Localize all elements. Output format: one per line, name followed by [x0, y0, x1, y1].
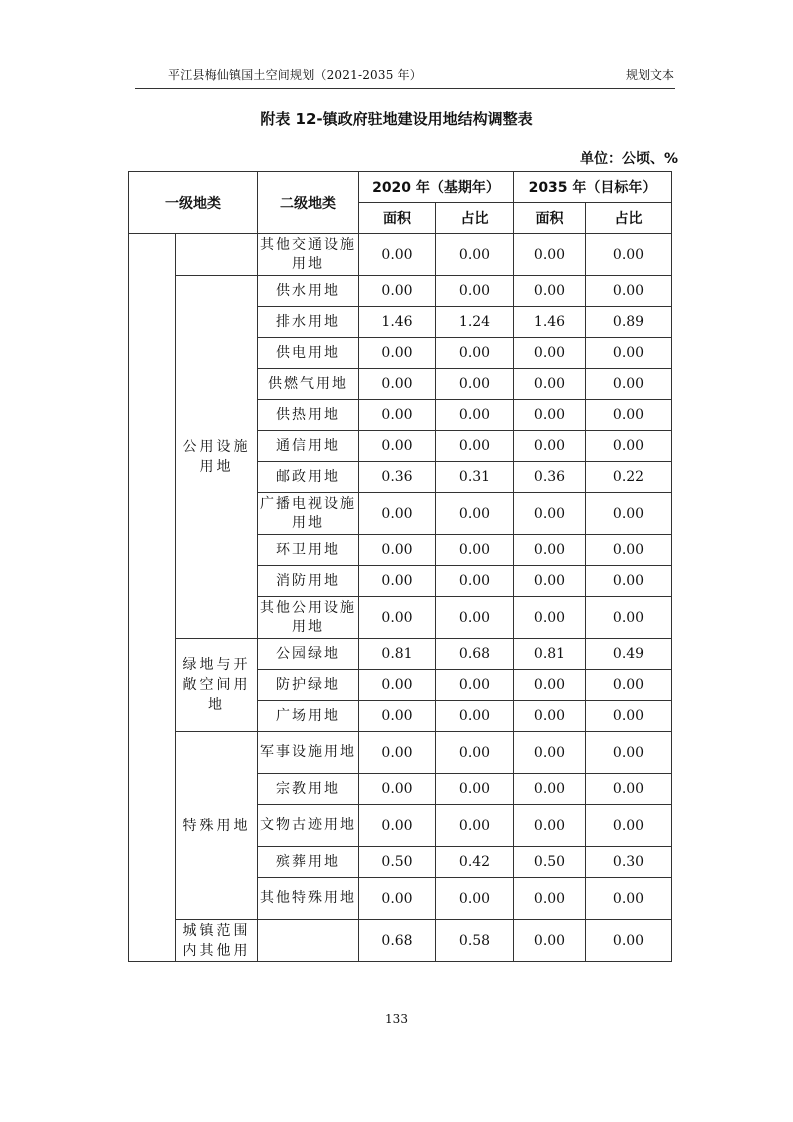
area-2035-cell: 0.00 [514, 597, 586, 639]
share-2020-cell: 1.24 [436, 307, 514, 338]
share-2020-cell: 0.00 [436, 369, 514, 400]
level2-cell: 其他交通设施用地 [258, 234, 359, 276]
share-2020-cell: 0.00 [436, 400, 514, 431]
share-2035-cell: 0.00 [586, 597, 672, 639]
area-2020-cell: 0.81 [359, 639, 436, 670]
area-2035-cell: 0.00 [514, 369, 586, 400]
share-2035-cell: 0.00 [586, 338, 672, 369]
share-2020-cell: 0.58 [436, 920, 514, 962]
area-2035-cell: 0.00 [514, 535, 586, 566]
level2-cell [258, 920, 359, 962]
area-2020-cell: 0.00 [359, 878, 436, 920]
level2-cell: 殡葬用地 [258, 847, 359, 878]
area-2020-cell: 0.00 [359, 701, 436, 732]
share-2020-cell: 0.68 [436, 639, 514, 670]
table-row [129, 732, 672, 774]
share-2035-cell: 0.89 [586, 307, 672, 338]
area-2020-cell: 0.36 [359, 462, 436, 493]
share-2035-cell: 0.00 [586, 369, 672, 400]
share-2020-cell: 0.00 [436, 234, 514, 276]
level2-cell: 通信用地 [258, 431, 359, 462]
header-level1: 一级地类 [129, 172, 258, 234]
level2-cell: 公园绿地 [258, 639, 359, 670]
level2-cell: 广播电视设施用地 [258, 493, 359, 535]
area-2035-cell: 0.00 [514, 493, 586, 535]
share-2020-cell: 0.42 [436, 847, 514, 878]
share-2035-cell: 0.30 [586, 847, 672, 878]
area-2020-cell: 0.68 [359, 920, 436, 962]
area-2020-cell: 0.00 [359, 338, 436, 369]
page-number: 133 [385, 1012, 408, 1026]
share-2020-cell: 0.00 [436, 805, 514, 847]
level2-cell: 其他特殊用地 [258, 878, 359, 920]
table-row [129, 639, 672, 670]
table-row [129, 276, 672, 307]
share-2020-cell: 0.00 [436, 431, 514, 462]
share-2020-cell: 0.00 [436, 701, 514, 732]
area-2035-cell: 1.46 [514, 307, 586, 338]
share-2035-cell: 0.00 [586, 493, 672, 535]
level1-cell-continued [176, 234, 258, 276]
share-2020-cell: 0.00 [436, 774, 514, 805]
area-2035-cell: 0.00 [514, 338, 586, 369]
share-2020-cell: 0.00 [436, 732, 514, 774]
area-2020-cell: 0.00 [359, 566, 436, 597]
area-2035-cell: 0.00 [514, 400, 586, 431]
area-2020-cell: 0.00 [359, 535, 436, 566]
area-2020-cell: 0.00 [359, 369, 436, 400]
share-2035-cell: 0.22 [586, 462, 672, 493]
level1-cell: 城镇范围内其他用 [176, 920, 258, 962]
share-2035-cell: 0.00 [586, 732, 672, 774]
share-2020-cell: 0.00 [436, 535, 514, 566]
area-2020-cell: 0.50 [359, 847, 436, 878]
area-2020-cell: 0.00 [359, 234, 436, 276]
level2-cell: 供燃气用地 [258, 369, 359, 400]
header-divider [135, 88, 675, 89]
area-2020-cell: 0.00 [359, 597, 436, 639]
share-2020-cell: 0.00 [436, 566, 514, 597]
header-level2: 二级地类 [258, 172, 359, 234]
area-2035-cell: 0.00 [514, 234, 586, 276]
share-2035-cell: 0.00 [586, 805, 672, 847]
header-base-year: 2020 年（基期年） [359, 172, 514, 203]
unit-label: 单位：公顷、% [579, 151, 678, 167]
share-2035-cell: 0.00 [586, 234, 672, 276]
level2-cell: 其他公用设施用地 [258, 597, 359, 639]
area-2035-cell: 0.00 [514, 774, 586, 805]
area-2020-cell: 1.46 [359, 307, 436, 338]
level1-cell: 绿地与开敞空间用地 [176, 639, 258, 732]
level2-cell: 供水用地 [258, 276, 359, 307]
table-row [129, 920, 672, 962]
level2-cell: 排水用地 [258, 307, 359, 338]
area-2020-cell: 0.00 [359, 276, 436, 307]
document-type: 规划文本 [625, 68, 674, 82]
share-2020-cell: 0.00 [436, 670, 514, 701]
header-share-2020: 占比 [436, 203, 514, 234]
share-2035-cell: 0.49 [586, 639, 672, 670]
table-row [129, 234, 672, 276]
area-2020-cell: 0.00 [359, 493, 436, 535]
level2-cell: 军事设施用地 [258, 732, 359, 774]
header-target-year: 2035 年（目标年） [514, 172, 672, 203]
level2-cell: 防护绿地 [258, 670, 359, 701]
header-area-2020: 面积 [359, 203, 436, 234]
share-2035-cell: 0.00 [586, 535, 672, 566]
header-share-2035: 占比 [586, 203, 672, 234]
area-2035-cell: 0.00 [514, 670, 586, 701]
share-2020-cell: 0.00 [436, 338, 514, 369]
level2-cell: 文物古迹用地 [258, 805, 359, 847]
level1-cell: 特殊用地 [176, 732, 258, 920]
level2-cell: 供电用地 [258, 338, 359, 369]
area-2035-cell: 0.00 [514, 920, 586, 962]
area-2035-cell: 0.00 [514, 732, 586, 774]
share-2020-cell: 0.00 [436, 878, 514, 920]
header-area-2035: 面积 [514, 203, 586, 234]
area-2020-cell: 0.00 [359, 400, 436, 431]
share-2035-cell: 0.00 [586, 400, 672, 431]
area-2035-cell: 0.50 [514, 847, 586, 878]
share-2020-cell: 0.31 [436, 462, 514, 493]
area-2035-cell: 0.81 [514, 639, 586, 670]
level2-cell: 邮政用地 [258, 462, 359, 493]
level2-cell: 供热用地 [258, 400, 359, 431]
table-title: 附表 12-镇政府驻地建设用地结构调整表 [260, 110, 533, 128]
share-2035-cell: 0.00 [586, 701, 672, 732]
area-2020-cell: 0.00 [359, 774, 436, 805]
share-2035-cell: 0.00 [586, 431, 672, 462]
share-2035-cell: 0.00 [586, 920, 672, 962]
share-2035-cell: 0.00 [586, 276, 672, 307]
level1-cell: 公用设施用地 [176, 276, 258, 639]
level2-cell: 环卫用地 [258, 535, 359, 566]
share-2020-cell: 0.00 [436, 493, 514, 535]
area-2035-cell: 0.00 [514, 701, 586, 732]
area-2035-cell: 0.36 [514, 462, 586, 493]
share-2035-cell: 0.00 [586, 566, 672, 597]
level2-cell: 宗教用地 [258, 774, 359, 805]
level1-cell-blank [129, 234, 176, 962]
level2-cell: 消防用地 [258, 566, 359, 597]
share-2020-cell: 0.00 [436, 597, 514, 639]
area-2035-cell: 0.00 [514, 805, 586, 847]
area-2035-cell: 0.00 [514, 276, 586, 307]
share-2035-cell: 0.00 [586, 878, 672, 920]
area-2035-cell: 0.00 [514, 431, 586, 462]
land-use-table [128, 171, 672, 962]
area-2035-cell: 0.00 [514, 566, 586, 597]
level2-cell: 广场用地 [258, 701, 359, 732]
document-title: 平江县梅仙镇国土空间规划（2021-2035 年） [168, 68, 422, 82]
share-2020-cell: 0.00 [436, 276, 514, 307]
share-2035-cell: 0.00 [586, 774, 672, 805]
area-2035-cell: 0.00 [514, 878, 586, 920]
area-2020-cell: 0.00 [359, 431, 436, 462]
area-2020-cell: 0.00 [359, 732, 436, 774]
area-2020-cell: 0.00 [359, 670, 436, 701]
share-2035-cell: 0.00 [586, 670, 672, 701]
area-2020-cell: 0.00 [359, 805, 436, 847]
